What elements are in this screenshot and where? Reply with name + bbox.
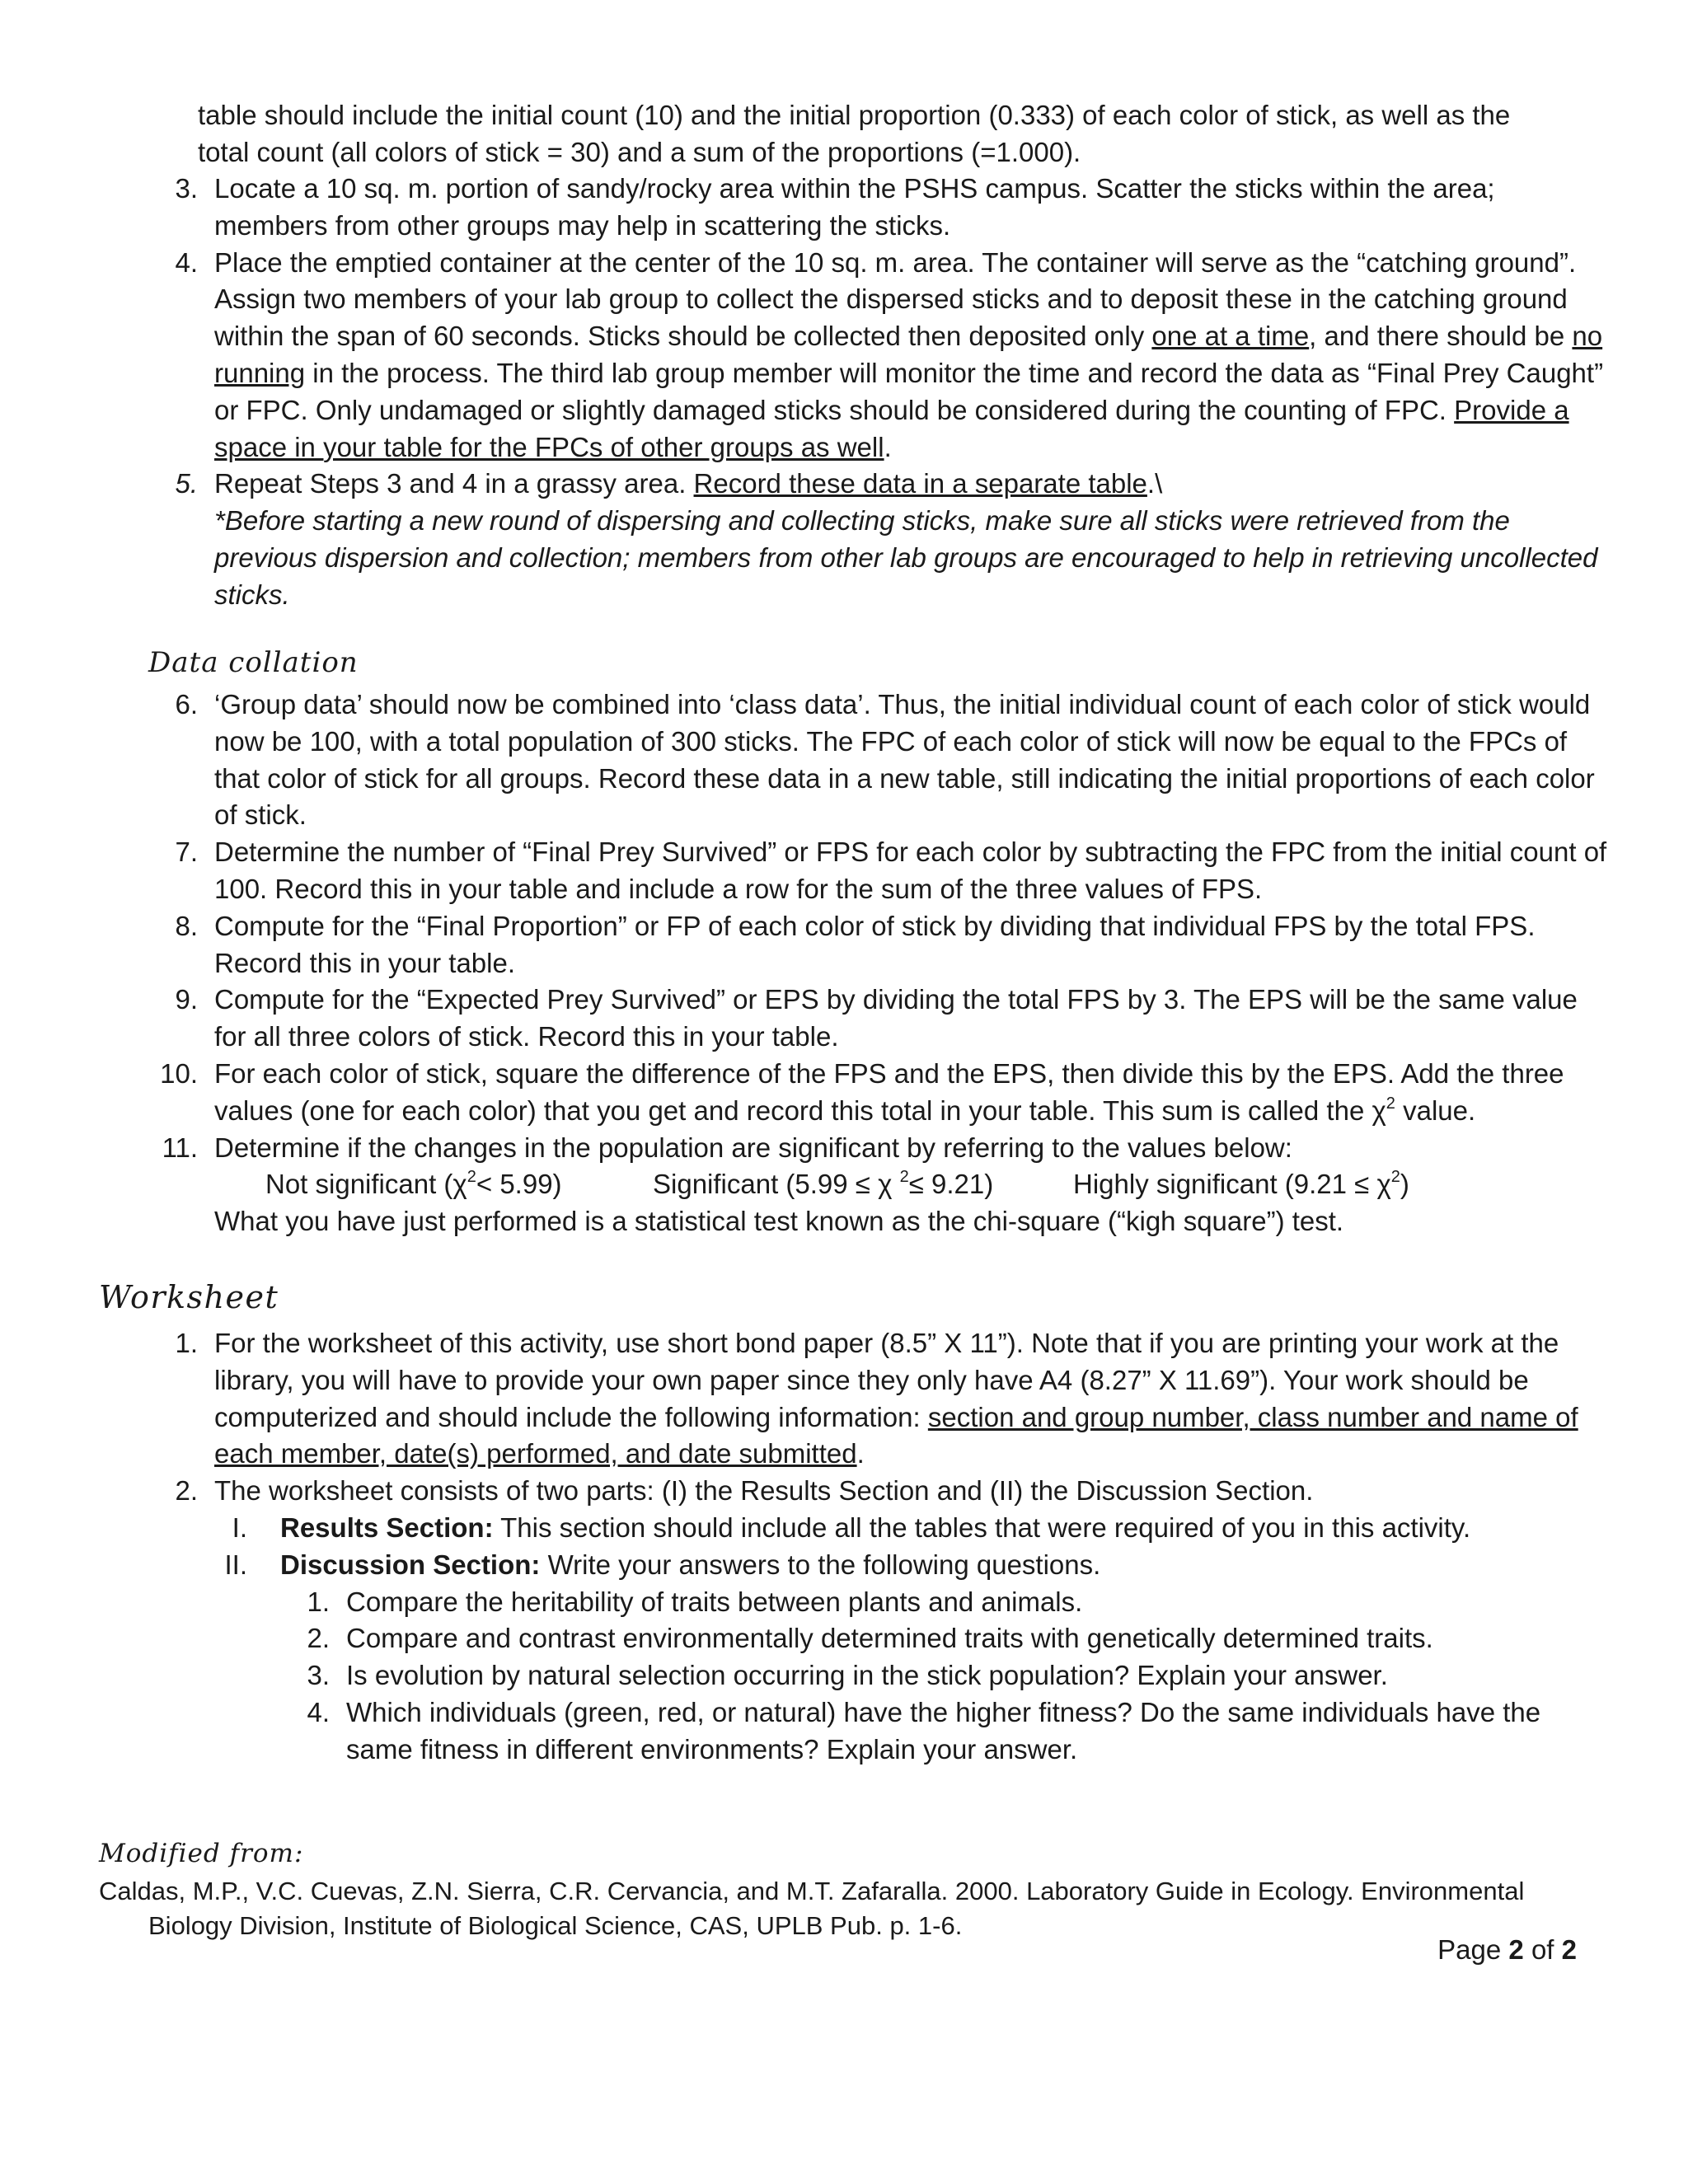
highly-significant-label: Highly significant $(9.21 \le \chi^2)$ [1073, 1168, 1409, 1200]
intro-line-2: total count (all colors of stick = 30) and a sum of the proportions (=1.000). [198, 136, 1081, 167]
question-item: 1. Compare the heritability of traits between plants and animals. [307, 1586, 1083, 1617]
intro-line-1: table should include the initial count (10) and the initial proportion (0.333) of each color of stick, as well as the [198, 100, 1511, 130]
list-item: 1. For the worksheet of this activity, use short bond paper (8.5” X 11”). Note that if you are printing your work at the library, you will have to provide your own paper since they only have A4 (8.27” X 11.69”). Your work should be computerized and should include the following information: section and group number, class number and name of each member, date(s) performed, and date submitted. [175, 1328, 1578, 1469]
list-item: 6. ‘Group data’ should now be combined into ‘class data’. Thus, the initial individual count of each color of stick would now be 100, with a total population of 300 sticks. The FPC of each color of stick will now be equal to the FPCs of that color of stick for all groups. Record these data in a new table, still indicating the initial proportions of each color of stick. [175, 689, 1595, 831]
chi-square-note: What you have just performed is a statistical test known as the chi-square (“kigh square”) test. [214, 1206, 1344, 1237]
reference-heading: Modified from: [99, 1839, 304, 1868]
list-item: 7. Determine the number of “Final Prey Survived” or FPS for each color by subtracting the FPC from the initial count of 100. Record this in your table and include a row for the sum of the three values of FPS. [175, 837, 1607, 904]
discussion-section-item: II. Discussion Section: Write your answers to the following questions. [224, 1549, 1101, 1580]
list-item: 11. Determine if the changes in the population are significant by referring to the values below: Not significant $(\chi^2< 5.99)$ Significant (5.99 ≤ χ $^2$≤ 9.21) Highly significant $(9.21 \le \chi^2)$ What you have just performed is a statistical test known as the chi-square (“kigh square”) test. [148, 1130, 1607, 1240]
procedure-steps [148, 171, 1607, 614]
data-collation-heading: Data collation [148, 646, 359, 679]
list-item: 2. The worksheet consists of two parts: (I) the Results Section and (II) the Discussion Section. [175, 1475, 1314, 1507]
list-item: 8. Compute for the “Final Proportion” or FP of each color of stick by dividing that individual FPS by the total FPS. Record this in your table. [175, 910, 1536, 978]
significance-thresholds [214, 1166, 1607, 1203]
data-collation-steps [148, 687, 1607, 1240]
question-item: 4. Which individuals (green, red, or natural) have the higher fitness? Do the same individuals have the same fitness in different environments? Explain your answer. [307, 1696, 1541, 1765]
list-item: 10. For each color of stick, square the difference of the FPS and the EPS, then divide this by the EPS. Add the three values (one for each color) that you get and record this total in your table. This sum is called the $\chi^2$ value. [160, 1057, 1564, 1126]
list-item: 5. Repeat Steps 3 and 4 in a grassy area. Record these data in a separate table.\ *Before starting a new round of dispersing and collecting sticks, make sure all sticks were retrieved from the previous dispersion and collection; members from other lab groups are encouraged to help in retrieving uncollected sticks. [148, 466, 1607, 613]
list-item: 3. Locate a 10 sq. m. portion of sandy/rocky area within the PSHS campus. Scatter the sticks within the area; members from other groups may help in scattering the sticks. [175, 173, 1495, 241]
worksheet-heading: Worksheet [99, 1279, 279, 1315]
intro-continuation [198, 97, 1599, 171]
results-section-item: I. Results Section: This section should include all the tables that were required of you in this activity. [232, 1511, 1471, 1543]
retrieval-note: *Before starting a new round of dispersing and collecting sticks, make sure all sticks were retrieved from the previous dispersion and collection; members from other lab groups are encouraged to help in retrieving uncollected sticks. [214, 505, 1598, 610]
question-item: 2. Compare and contrast environmentally determined traits with genetically determined traits. [307, 1623, 1433, 1654]
significant-label: Significant (5.99 ≤ χ $^2$≤ 9.21) [653, 1168, 994, 1200]
list-item: 4. Place the emptied container at the center of the 10 sq. m. area. The container will serve as the “catching ground”. Assign two members of your lab group to collect the dispersed sticks and to deposit these in the catching ground within the span of 60 seconds. Sticks should be collected then deposited only one at a time, and there should be no running in the process. The third lab group member will monitor the time and record the data as “Final Prey Caught” or FPC. Only undamaged or slightly damaged sticks should be considered during the counting of FPC. Provide a space in your table for the FPCs of other groups as well. [175, 246, 1604, 462]
page-number: Page 2 of 2 [1437, 1934, 1577, 1965]
not-significant-label: Not significant $(\chi^2< 5.99)$ [265, 1168, 562, 1200]
list-item: 9. Compute for the “Expected Prey Survived” or EPS by dividing the total FPS by 3. The EPS will be the same value for all three colors of stick. Record this in your table. [175, 984, 1578, 1052]
worksheet-items [148, 1325, 1607, 1769]
reference-block [99, 1836, 1607, 1943]
question-item: 3. Is evolution by natural selection occurring in the stick population? Explain your answer. [307, 1660, 1388, 1691]
reference-citation: Caldas, M.P., V.C. Cuevas, Z.N. Sierra, C.R. Cervancia, and M.T. Zafaralla. 2000. Laboratory Guide in Ecology. Environmental Biology Division, Institute of Biological Science, CAS, UPLB Pub. p. 1-6. [99, 1877, 1525, 1940]
